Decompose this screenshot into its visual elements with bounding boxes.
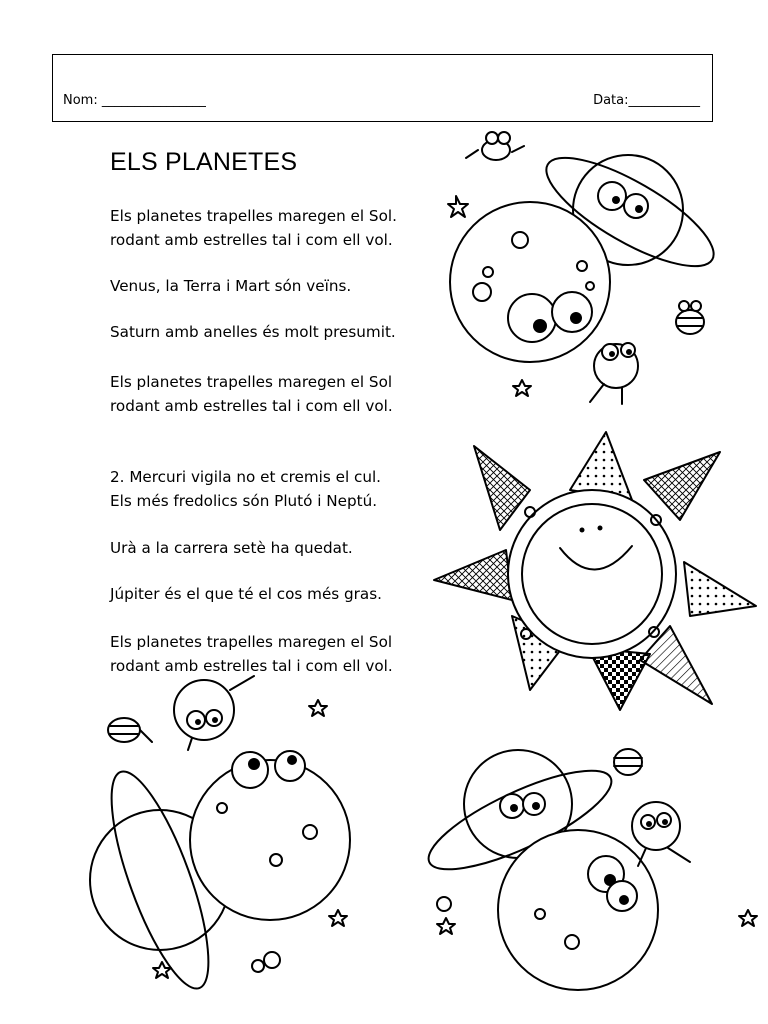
verse-line: Júpiter és el que té el cos més gras.: [110, 585, 382, 603]
verse-line: Els planetes trapelles maregen el Sol: [110, 373, 393, 391]
sun-illustration: [434, 432, 756, 710]
verse-line: rodant amb estrelles tal i com ell vol.: [110, 657, 393, 675]
verse-line: 2. Mercuri vigila no et cremis el cul.: [110, 468, 382, 486]
verse-line: rodant amb estrelles tal i com ell vol.: [110, 231, 393, 249]
verse-line: Els més fredolics són Plutó i Neptú.: [110, 492, 378, 510]
verse-line: Venus, la Terra i Mart són veïns.: [110, 277, 352, 295]
verse-line: Els planetes trapelles maregen el Sol: [110, 633, 393, 651]
verse-line: Saturn amb anelles és molt presumit.: [110, 323, 396, 341]
page-title: ELS PLANETES: [110, 148, 298, 176]
planets-illustration-bottom-right: [418, 749, 757, 990]
name-label: Nom: ________________: [63, 93, 206, 108]
date-label: Data:___________: [593, 93, 700, 108]
planets-illustration-bottom-left: [90, 676, 350, 998]
planets-illustration-top: [448, 132, 727, 404]
verse-line: Urà a la carrera setè ha quedat.: [110, 539, 353, 557]
verse-line: Els planetes trapelles maregen el Sol.: [110, 207, 397, 225]
verse-line: rodant amb estrelles tal i com ell vol.: [110, 397, 393, 415]
